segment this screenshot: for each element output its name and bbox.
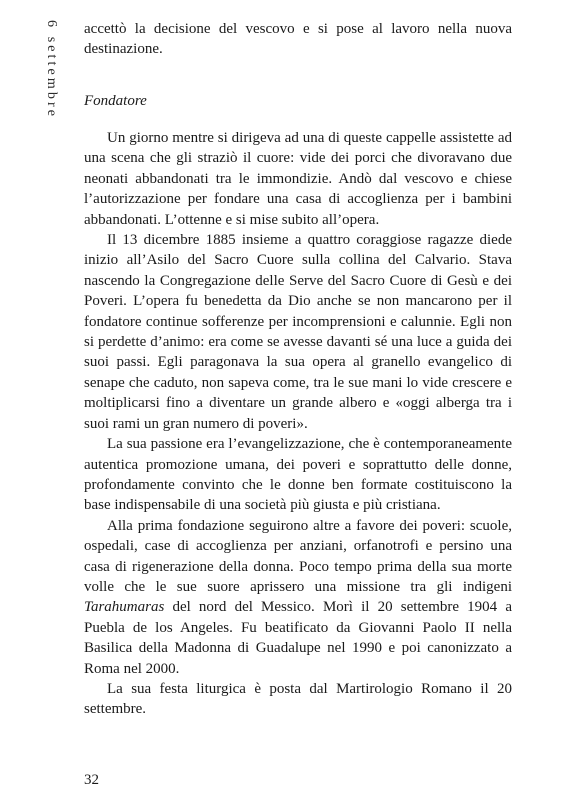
continuation-text: accettò la decisione del vescovo e si pose al lavoro nella nuova destinazione. — [84, 21, 512, 58]
paragraph-3: La sua passione era l’evangelizzazione, che è contemporaneamente autentica promozione umana, dei poveri e soprattutto delle donne, profondamente convinto che le donne ben formate costituiscono la base indispensabile di una società più giusta e più cristiana. — [84, 436, 512, 514]
paragraph-4-italic: Tarahumaras — [84, 599, 165, 616]
paragraph-5: La sua festa liturgica è posta dal Martirologio Romano il 20 settembre. — [84, 680, 512, 718]
paragraph-1: Un giorno mentre si dirigeva ad una di queste cappelle assistette ad una scena che gli straziò il cuore: vide dei porci che divoravano due neonati abbandonati tra le immondizie. Andò dal vescovo e chiese l’autorizzazione per fondare una casa di accoglienza per i bambini abbandonati. L’ottenne e si mise subito all’opera. — [84, 130, 512, 228]
paragraph-4-part-2: del nord del Messico. Morì il 20 settembre 1904 a Puebla de los Angeles. Fu beatificato da Giovanni Paolo II nella Basilica della Madonna di Guadalupe nel 1990 e poi canonizzato a Roma nel 2000. — [84, 599, 512, 677]
body-text — [84, 128, 512, 720]
paragraph-2: Il 13 dicembre 1885 insieme a quattro coraggiose ragazze diede inizio all’Asilo del Sacro Cuore sulla collina del Calvario. Stava nascendo la Congregazione delle Serve del Sacro Cuore di Gesù e dei Poveri. L’opera fu benedetta da Dio anche se non mancarono per il fondatore continue sofferenze per incomprensioni e calunnie. Egli non si perdette d’animo: era come se avesse davanti sé una luce a guida dei suoi passi. Egli paragonava la sua opera al granello evangelico di senape che caduto, non sapeva come, tra le sue mani lo vide crescere e moltiplicarsi fino a diventare un grande albero e «oggi alberga tra i suoi rami un gran numero di poveri». — [84, 232, 512, 432]
continuation-paragraph — [84, 19, 512, 60]
paragraph-4-part-1: Alla prima fondazione seguirono altre a favore dei poveri: scuole, ospedali, case di accoglienza per anziani, orfanotrofi e persino una casa di rigenerazione della donna. Poco tempo prima della sua morte volle che le sue suore aprissero una missione tra gli indigeni — [84, 517, 512, 595]
section-heading: Fondatore — [84, 93, 147, 109]
running-header-date-text: 6 settembre — [44, 20, 59, 120]
paragraph-4 — [84, 516, 512, 679]
page-number: 32 — [84, 772, 99, 788]
